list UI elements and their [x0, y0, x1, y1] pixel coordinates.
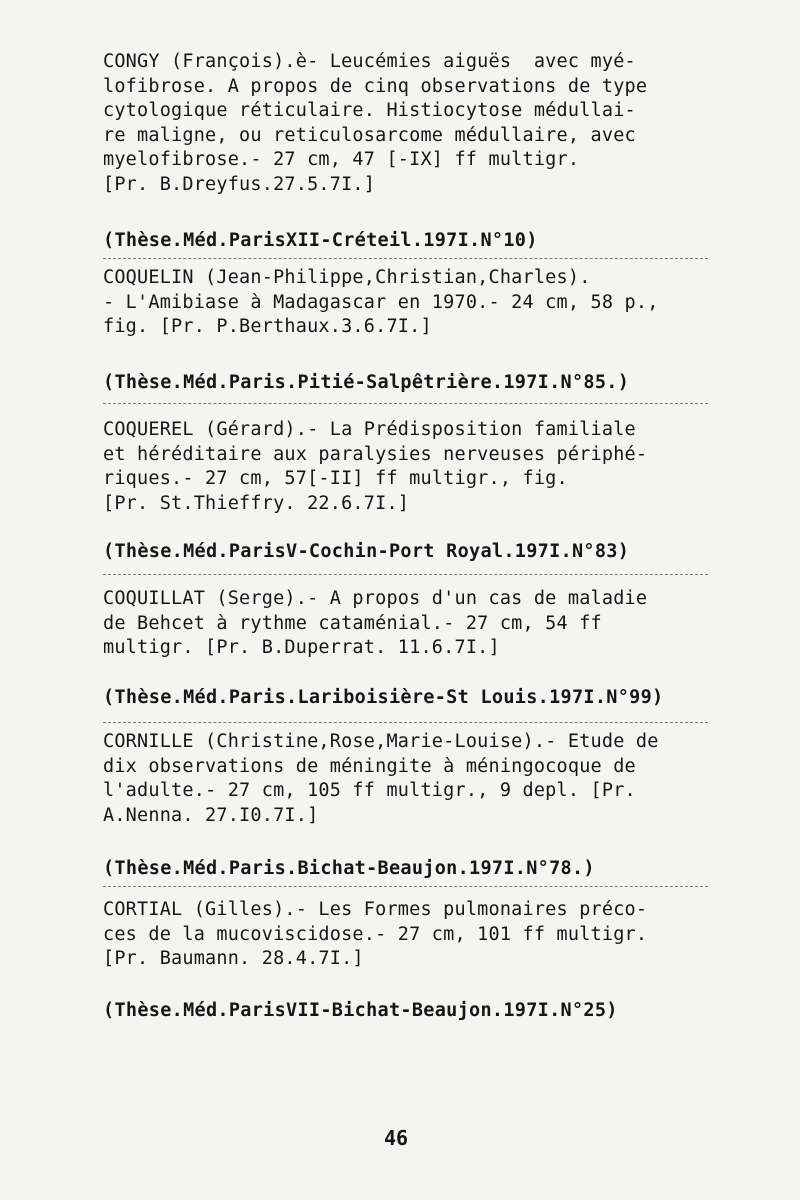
entry-line: CONGY (François).è- Leucémies aiguës avec myé- — [103, 51, 636, 72]
bibliography-entry — [103, 730, 703, 828]
separator-line — [103, 886, 708, 887]
separator-line — [103, 258, 708, 259]
entry-line: fig. [Pr. P.Berthaux.3.6.7I.] — [103, 316, 432, 337]
separator-line — [103, 722, 708, 723]
entry-line: et héréditaire aux paralysies nerveuses périphé- — [103, 443, 648, 465]
entry-line: riques.- 27 cm, 57[-II] ff multigr., fig. — [103, 468, 568, 489]
bibliography-entry — [103, 587, 703, 661]
thesis-reference: (Thèse.Méd.ParisXII-Créteil.197I.N°10) — [103, 230, 538, 251]
entry-line: - L'Amibiase à Madagascar en 1970.- 24 cm, 58 p., — [103, 291, 659, 313]
entry-line: A.Nenna. 27.I0.7I.] — [103, 804, 319, 826]
thesis-reference: (Thèse.Méd.ParisVII-Bichat-Beaujon.197I.N°25) — [103, 1000, 618, 1021]
entry-line: [Pr. B.Dreyfus.27.5.7I.] — [103, 173, 376, 195]
bibliography-entry — [103, 50, 703, 197]
entry-line: [Pr. Baumann. 28.4.7I.] — [103, 948, 364, 969]
bibliography-entry — [103, 266, 703, 340]
entry-line: myelofibrose.- 27 cm, 47 [-IX] ff multigr. — [103, 149, 580, 170]
entry-line: CORTIAL (Gilles).- Les Formes pulmonaires préco- — [103, 899, 648, 920]
thesis-reference: (Thèse.Méd.Paris.Pitié-Salpêtrière.197I.N°85.) — [103, 372, 630, 393]
entry-line: COQUILLAT (Serge).- A propos d'un cas de maladie — [103, 588, 648, 609]
entry-line: CORNILLE (Christine,Rose,Marie-Louise).- Etude de — [103, 731, 659, 752]
entry-line: dix observations de méningite à méningocoque de — [103, 755, 636, 777]
separator-line — [103, 574, 708, 575]
page-number: 46 — [384, 1126, 409, 1150]
entry-line: COQUELIN (Jean-Philippe,Christian,Charles). — [103, 267, 591, 288]
entry-line: cytologique réticulaire. Histiocytose médullai- — [103, 100, 636, 121]
thesis-reference: (Thèse.Méd.Paris.Lariboisière-St Louis.197I.N°99) — [103, 687, 664, 708]
entry-line: ces de la mucoviscidose.- 27 cm, 101 ff multigr. — [103, 923, 648, 945]
separator-line — [103, 403, 708, 404]
bibliography-entry — [103, 418, 703, 516]
bibliography-entry — [103, 898, 703, 972]
entry-line: COQUEREL (Gérard).- La Prédisposition familiale — [103, 419, 636, 440]
thesis-reference: (Thèse.Méd.Paris.Bichat-Beaujon.197I.N°78.) — [103, 858, 595, 879]
entry-line: l'adulte.- 27 cm, 105 ff multigr., 9 depl. [Pr. — [103, 780, 636, 801]
thesis-reference: (Thèse.Méd.ParisV-Cochin-Port Royal.197I.N°83) — [103, 541, 630, 562]
entry-line: multigr. [Pr. B.Duperrat. 11.6.7I.] — [103, 637, 500, 658]
entry-line: re maligne, ou reticulosarcome médullaire, avec — [103, 124, 636, 146]
entry-line: lofibrose. A propos de cinq observations de type — [103, 75, 648, 97]
entry-line: [Pr. St.Thieffry. 22.6.7I.] — [103, 492, 410, 514]
entry-line: de Behcet à rythme cataménial.- 27 cm, 54 ff — [103, 612, 602, 634]
